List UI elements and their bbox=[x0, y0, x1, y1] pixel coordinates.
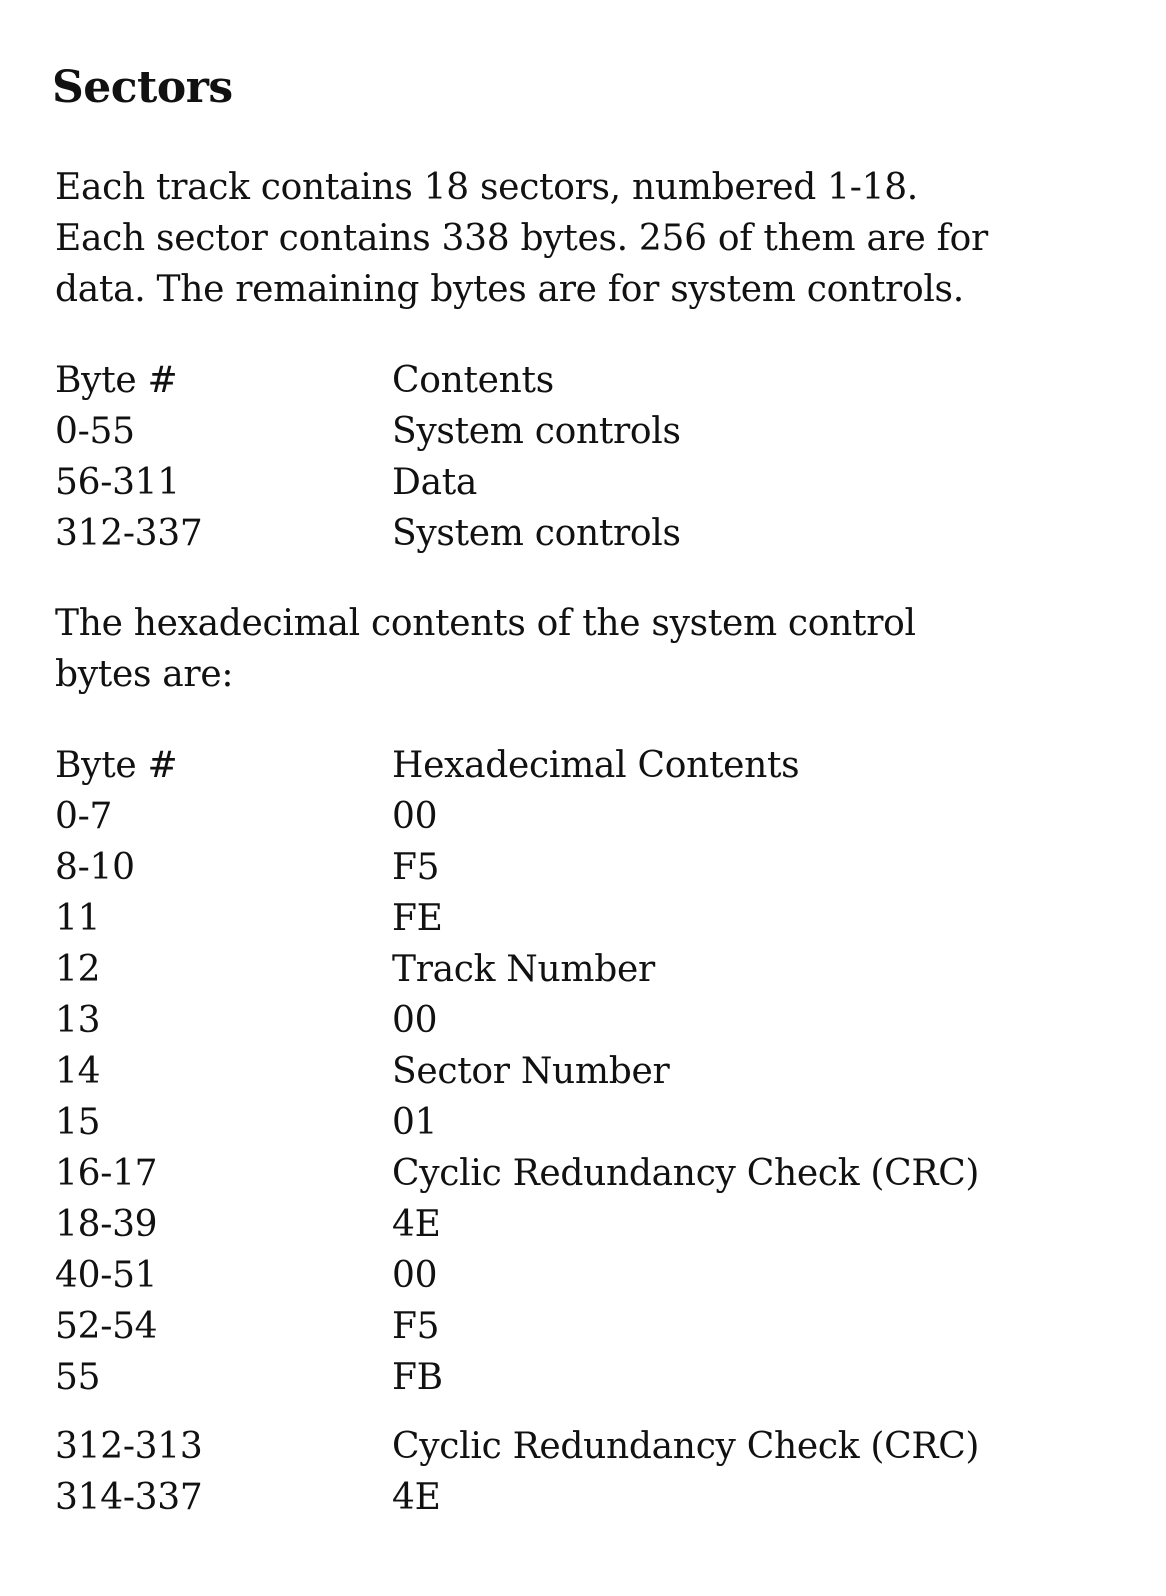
hex-intro-line: The hexadecimal contents of the system control bbox=[55, 603, 916, 644]
hex-value-cell: Sector Number bbox=[392, 1051, 670, 1092]
table-row bbox=[55, 1352, 1115, 1403]
byte-range-cell: 40-51 bbox=[55, 1255, 158, 1296]
intro-paragraph bbox=[55, 162, 1115, 315]
hex-value-cell: 00 bbox=[392, 796, 438, 837]
byte-range-cell: 312-313 bbox=[55, 1426, 203, 1467]
contents-cell: System controls bbox=[392, 411, 681, 452]
table-row bbox=[55, 944, 1115, 995]
table-row bbox=[55, 791, 1115, 842]
hex-value-cell: Cyclic Redundancy Check (CRC) bbox=[392, 1426, 980, 1467]
table-row bbox=[55, 1148, 1115, 1199]
table-row bbox=[55, 1199, 1115, 1250]
byte-layout-table bbox=[55, 355, 1115, 559]
byte-range-cell: 13 bbox=[55, 1000, 101, 1041]
byte-range-cell: 14 bbox=[55, 1051, 101, 1092]
table-row bbox=[55, 1097, 1115, 1148]
hex-value-cell: 01 bbox=[392, 1102, 438, 1143]
hex-value-cell: F5 bbox=[392, 1306, 440, 1347]
hex-value-cell: FB bbox=[392, 1357, 443, 1398]
byte-range-cell: 52-54 bbox=[55, 1306, 158, 1347]
byte-range-cell: 312-337 bbox=[55, 513, 203, 554]
section-heading: Sectors bbox=[52, 62, 233, 113]
table-row bbox=[55, 995, 1115, 1046]
hex-value-cell: 00 bbox=[392, 1000, 438, 1041]
column-header-byte: Byte # bbox=[55, 360, 178, 401]
intro-line: data. The remaining bytes are for system controls. bbox=[55, 269, 964, 310]
hex-value-cell: 4E bbox=[392, 1204, 441, 1245]
column-header-byte: Byte # bbox=[55, 745, 178, 786]
intro-line: Each sector contains 338 bytes. 256 of them are for bbox=[55, 218, 988, 259]
hex-value-cell: F5 bbox=[392, 847, 440, 888]
hex-value-cell: 00 bbox=[392, 1255, 438, 1296]
byte-range-cell: 55 bbox=[55, 1357, 101, 1398]
hex-intro-paragraph bbox=[55, 598, 1115, 700]
table-row bbox=[55, 1250, 1115, 1301]
table-header-row bbox=[55, 740, 1115, 791]
byte-range-cell: 15 bbox=[55, 1102, 101, 1143]
column-header-contents: Hexadecimal Contents bbox=[392, 745, 800, 786]
byte-range-cell: 0-55 bbox=[55, 411, 135, 452]
byte-range-cell: 18-39 bbox=[55, 1204, 158, 1245]
byte-range-cell: 12 bbox=[55, 949, 101, 990]
byte-range-cell: 8-10 bbox=[55, 847, 135, 888]
table-row bbox=[55, 1046, 1115, 1097]
hex-value-cell: 4E bbox=[392, 1477, 441, 1518]
byte-range-cell: 11 bbox=[55, 898, 101, 939]
table-row bbox=[55, 457, 1115, 508]
contents-cell: System controls bbox=[392, 513, 681, 554]
table-row bbox=[55, 1472, 1115, 1523]
table-row bbox=[55, 1301, 1115, 1352]
hex-value-cell: FE bbox=[392, 898, 443, 939]
table-row bbox=[55, 842, 1115, 893]
table-row bbox=[55, 893, 1115, 944]
byte-range-cell: 314-337 bbox=[55, 1477, 203, 1518]
contents-cell: Data bbox=[392, 462, 478, 503]
table-row bbox=[55, 508, 1115, 559]
hex-contents-table bbox=[55, 740, 1115, 1523]
hex-value-cell: Cyclic Redundancy Check (CRC) bbox=[392, 1153, 980, 1194]
column-header-contents: Contents bbox=[392, 360, 554, 401]
byte-range-cell: 56-311 bbox=[55, 462, 180, 503]
table-header-row bbox=[55, 355, 1115, 406]
byte-range-cell: 0-7 bbox=[55, 796, 113, 837]
hex-value-cell: Track Number bbox=[392, 949, 655, 990]
intro-line: Each track contains 18 sectors, numbered 1-18. bbox=[55, 167, 918, 208]
table-row bbox=[55, 406, 1115, 457]
hex-intro-line: bytes are: bbox=[55, 654, 234, 695]
byte-range-cell: 16-17 bbox=[55, 1153, 158, 1194]
table-row bbox=[55, 1421, 1115, 1472]
